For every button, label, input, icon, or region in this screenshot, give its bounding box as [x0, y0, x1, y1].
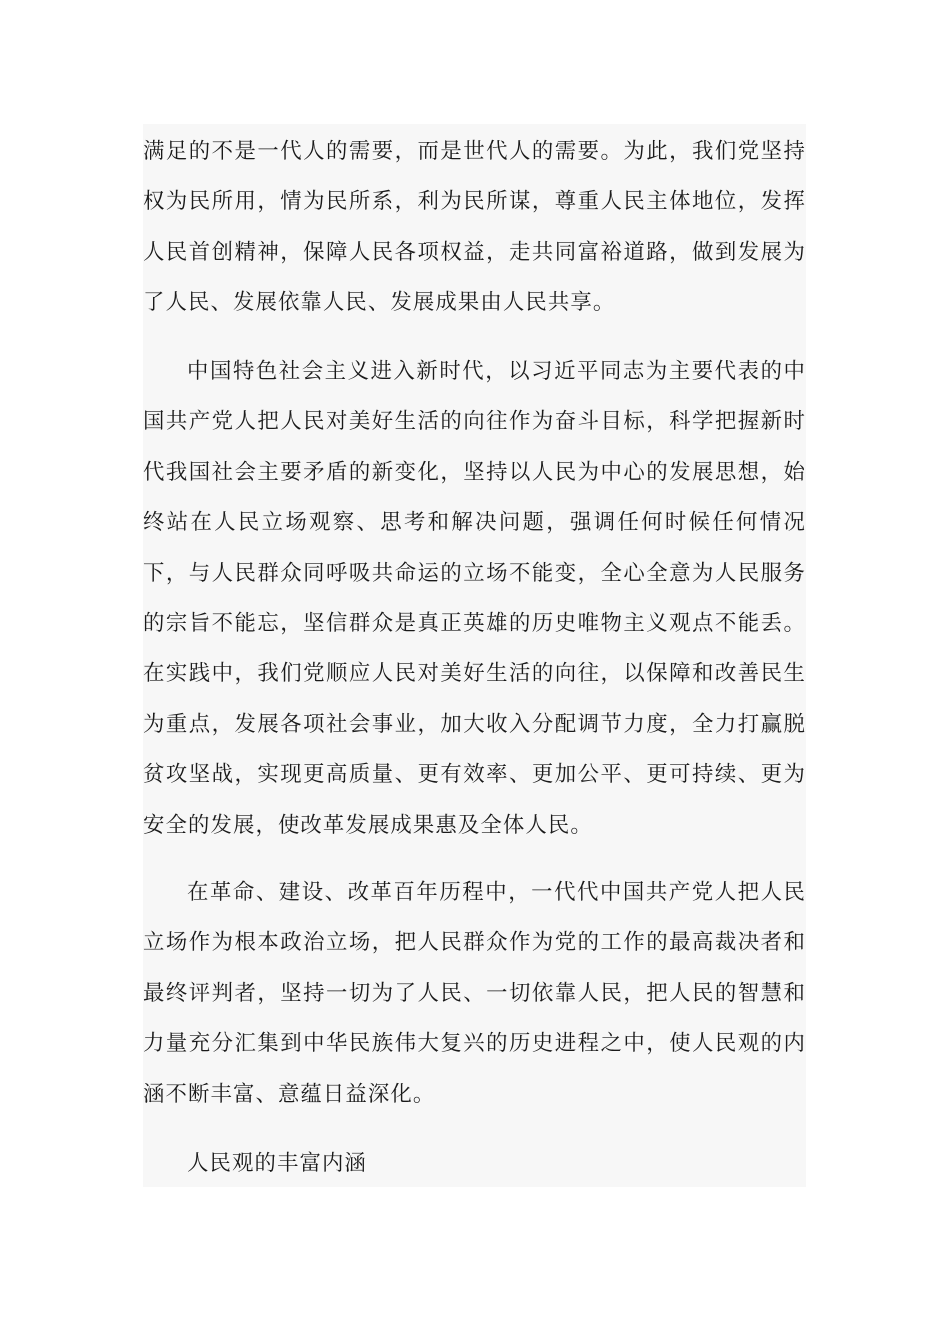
paragraph-century-history: 在革命、建设、改革百年历程中，一代代中国共产党人把人民立场作为根本政治立场，把人民群众作为党的工作的最高裁决者和最终评判者，坚持一切为了人民、一切依靠人民，把人民的智慧和力量充分汇集到中华民族伟大复兴的历史进程之中，使人民观的内涵不断丰富、意蕴日益深化。 [143, 880, 806, 1107]
paragraph-new-era: 中国特色社会主义进入新时代，以习近平同志为主要代表的中国共产党人把人民对美好生活的向往作为奋斗目标，科学把握新时代我国社会主要矛盾的新变化，坚持以人民为中心的发展思想，始终站在人民立场观察、思考和解决问题，强调任何时候任何情况下，与人民群众同呼吸共命运的立场不能变，全心全意为人民服务的宗旨不能忘，坚信群众是真正英雄的历史唯物主义观点不能丢。在实践中，我们党顺应人民对美好生活的向往，以保障和改善民生为重点，发展各项社会事业，加大收入分配调节力度，全力打赢脱贫攻坚战，实现更高质量、更有效率、更加公平、更可持续、更为安全的发展，使改革发展成果惠及全体人民。 [143, 359, 806, 838]
section-heading: 人民观的丰富内涵 [187, 1151, 367, 1176]
document-text-block [143, 124, 806, 1187]
paragraph-continuation: 满足的不是一代人的需要，而是世代人的需要。为此，我们党坚持权为民所用，情为民所系，利为民所谋，尊重人民主体地位，发挥人民首创精神，保障人民各项权益，走共同富裕道路，做到发展为了人民、发展依靠人民、发展成果由人民共享。 [143, 139, 806, 316]
